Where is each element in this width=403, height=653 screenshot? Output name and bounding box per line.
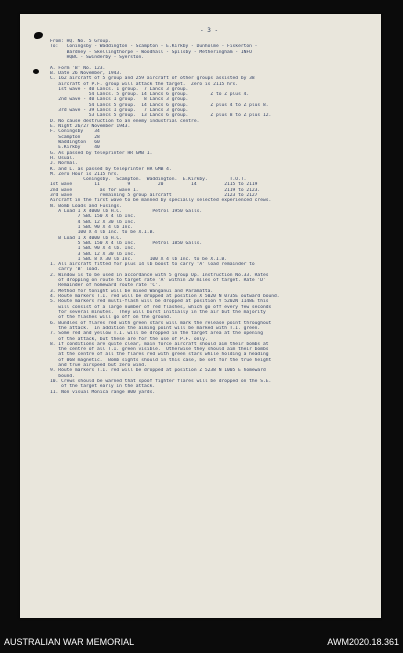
document-line: Waddington 60 [50, 139, 100, 145]
document-line: Bardney - Skellingthorpe - Woodhall - Spilsby - Metheringham - INFO [50, 49, 252, 55]
document-line: 54 Lancs 5 group. 14 Lancs 6 group. Z plus 4 to Z plus 8. [50, 102, 269, 108]
document-line: of 068 magnetic. Bomb sights should in this case, be set for the true height [50, 357, 272, 363]
document-line: carry 'B' load. [50, 267, 100, 273]
document-line: will consist of a large number of red flashes, which go off every few seconds [50, 304, 272, 310]
document-line: 2nd wave as for wave 1. 2119 to 2123. [50, 187, 261, 193]
document-line: A Load 1 X 4000 lb H.C. Petrol 1950 Galls. [50, 209, 203, 214]
document-line: D. No cause destruction to an enemy industrial centre. [50, 118, 200, 124]
document-line: 3rd wave remaining 5 group aircraft 2123 to 2127 [50, 193, 258, 199]
document-line: bound. [50, 373, 75, 379]
document-line: the centre of all T.I. green visible. Otherwise they should aim their bombs [50, 347, 269, 353]
archive-footer [0, 623, 403, 653]
archive-reference: AWM2020.18.361 [327, 637, 399, 647]
document-line: E. Night 26/27 November 1943. [50, 124, 131, 129]
document-line: 1 SBC 90 X 4 lb. Inc. [50, 246, 136, 252]
document-line: of the flashes will go off on the ground. [50, 315, 172, 321]
document-line: of the attack, but these are for the use of P.F. only. [50, 336, 208, 342]
document-line: 10. Crews should be warned that spoof fighter flares will be dropped on the S.E. [50, 379, 272, 384]
document-line: at the centre of all the flares red with green stars while holding a heading [50, 352, 269, 358]
document-line: 3 SBC 12 X 30 lb Inc. [50, 251, 136, 257]
document-line: B. Date 26 November, 1943. [50, 70, 122, 76]
document-line: 6. Bundles of flares red with green stars will mark the release point throughout [50, 320, 272, 326]
document-line: 3rd wave - 39 Lancs 1 group. 7 Lancs 3 group. [50, 108, 189, 114]
document-line: Scampton 28 [50, 134, 100, 140]
document-line: 1st wave 11 9 20 14 2115 to 2119 [50, 182, 258, 188]
document-line: A. Form 'B' No. 123. [50, 65, 106, 71]
document-line: 1. All aircraft fitted for plus 14 lb boost to carry 'A' load remainder to [50, 262, 255, 268]
page-number: - 3 - [200, 27, 219, 34]
document-line: 54 Lancs. 5 group. 14 Lancs 6 group. Z to Z plus 4. [50, 92, 250, 98]
document-line: Remainder of homeward route rate 'C'. [50, 283, 161, 289]
document-line: 3. Method for tonight will be mixed Wanganui and Paramatta. [50, 288, 214, 294]
document-line: 11. Non visual Monica range 800 yards. [50, 389, 156, 395]
document-line: Coningsby. Scampton. Waddington. E.Kirkby. T.O.T. [50, 177, 247, 183]
document-line: of the target early in the attack. [50, 384, 156, 390]
document-line: and true airspeed but zero wind. [50, 363, 147, 369]
document-line: 5. Route markers red multi-flash will be dropped at position Y 5202N 1148E this [50, 299, 269, 305]
document-line: G. As passed by teleprinter HR GMB 1. [50, 150, 153, 156]
document-body [50, 39, 375, 395]
document-line: 5 SBC 150 X 4 lb Inc. Petrol 1850 Galls. [50, 240, 203, 246]
document-line: 53 Lancs 5 group. 13 Lancs 6 group. Z plus 8 to Z plus 12. [50, 113, 272, 119]
punch-hole [34, 32, 43, 39]
document-line: 2nd wave - 40 Lancs 1 group. 8 Lancs 3 group. [50, 97, 189, 103]
document-line: 4 SBC 12 X 30 lb Inc. [50, 219, 136, 225]
document-line: 1 SBC 90 X 4 lb Inc. [50, 224, 133, 230]
document-line: K. and L. as passed by teleprinter HR GMB 4. [50, 166, 172, 172]
document-line: 2. Window is to be used in accordance with 5 group Op. Instruction No.33. Rates [50, 272, 269, 278]
punch-hole [33, 69, 39, 74]
document-line: F. Coningsby 34 [50, 129, 100, 135]
document-line: C. 162 aircraft of 5 group and 259 aircraft of other groups assisted by 38 [50, 76, 255, 82]
document-line: 8. If conditions are quite clear, main force aircraft should aim their bombs at [50, 341, 269, 347]
document-line: 4. Route markers T.I. red will be dropped at position X 5020 N 0735E outward bound. [50, 294, 280, 299]
document-line: aircraft of P.F. group will attack the target. Zero is 2115 hrs. [50, 81, 239, 87]
document-line: J. Normal. [50, 161, 78, 167]
document-line: 1 SBC 8 X 30 lb Inc. 100 X 4 lb Inc. to be X.I.B. [50, 256, 228, 262]
document-line: 7. Some red and yellow T.I. will be dropped in the target area at the opening [50, 331, 263, 337]
document-line: M. Zero Hour is 2115 hrs. [50, 171, 120, 177]
document-line: HQBC - Swinderby - Syerston. [50, 54, 145, 60]
document-line: B Load 1 X 4000 lb H.C. [50, 235, 122, 241]
document-line: of dropping on route to target rate 'A' within 20 miles of target. Rate 'D' [50, 278, 266, 284]
archive-name: AUSTRALIAN WAR MEMORIAL [4, 637, 135, 647]
document-line: To: Coningsby - Waddington - Scampton - E.Kirkby - Dunholme - Fiskerton - [50, 44, 258, 50]
document-line: N. Bomb Loads and Fusings. [50, 203, 122, 209]
document-page [20, 14, 381, 618]
document-line: Aircraft in the first wave to be manned by specially selected experienced crews. [50, 198, 272, 204]
document-line: for several minutes. They will burst initially in the air but the majority [50, 309, 266, 315]
document-line: H. Usual. [50, 155, 75, 161]
document-line: From: HQ. No. 5 Group. [50, 39, 111, 44]
document-line: 100 X 4 lb Inc. to be X.I.B. [50, 230, 156, 236]
document-line: 1st wave - 40 Lancs. 1 group. 7 Lancs 3 group. [50, 86, 189, 92]
document-line: E.Kirkby 40 [50, 145, 100, 151]
document-line: 7 SBC 150 X 4 lb Inc. [50, 214, 136, 220]
document-line: 9. Route markers T.I. red will be dropped at position Z 5238 N 1005 E homeward [50, 368, 266, 374]
document-line: the attack. In addition the aiming point will be marked with T.I. green. [50, 325, 261, 331]
